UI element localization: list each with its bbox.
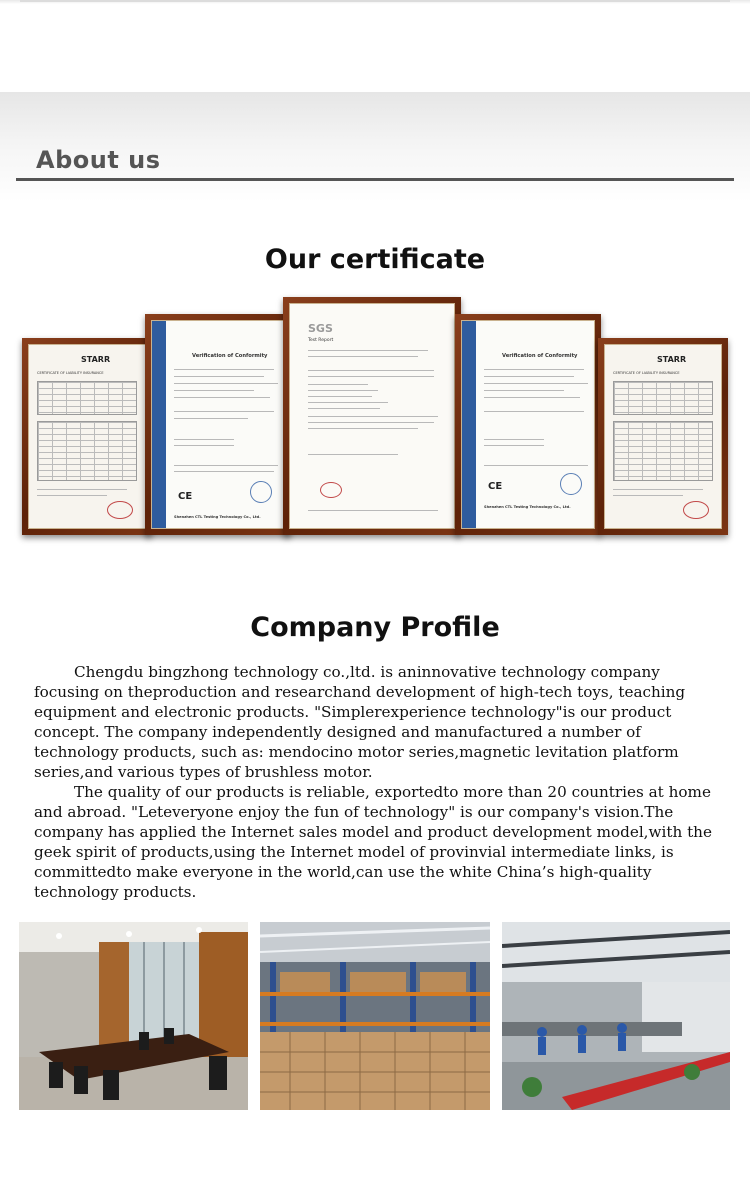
production-line-image (502, 922, 730, 1110)
about-underline (16, 178, 734, 181)
certificate-brand: STARR (657, 355, 687, 364)
certificate-subtitle: CERTIFICATE OF LIABILITY INSURANCE (37, 371, 104, 375)
sgs-logo: SGS (308, 322, 333, 335)
company-profile-text (34, 662, 720, 902)
conference-room-photo (19, 922, 248, 1110)
warehouse-photo (260, 922, 490, 1110)
certificate-document (289, 303, 455, 529)
verification-side-band (152, 321, 166, 528)
certificate-frame-1 (22, 338, 152, 535)
production-line-photo (502, 922, 730, 1110)
seal-icon (683, 501, 709, 519)
certificate-lab-name: Shenzhen CTL Testing Technology Co., Ltd. (484, 505, 571, 509)
verification-side-band (462, 321, 476, 528)
certificate-heading: Verification of Conformity (502, 353, 578, 359)
profile-paragraph-1: Chengdu bingzhong technology co.,ltd. is aninnovative technology company focusing on theproduction and researchand development of high-tech toys, teaching equipment and electronic products. "Simplerexperience technology"is our product concept. The company independently designed and manufactured a number of technology products, such as: mendocino motor series,magnetic levitation platform series,and various types of brushless motor. (34, 663, 686, 781)
certificate-subtitle: Test Report (308, 338, 334, 343)
certificate-frame-2 (145, 314, 291, 535)
top-divider (20, 0, 730, 2)
certificate-frame-5 (598, 338, 728, 535)
certificate-table (613, 421, 713, 481)
profile-paragraph-2: The quality of our products is reliable, exportedto more than 20 countries at home and abroad. "Leteveryone enjoy the fun of technology" is our company's vision.The company has applied the Internet sales model and product development model,with the geek spirit of products,using the Internet model of provinvial intermediate links, is committedto make everyone in the world,can use the white China’s high-quality technology products. (34, 783, 712, 901)
certificate-document (28, 344, 146, 529)
certificate-table (37, 421, 137, 481)
conference-room-image (19, 922, 248, 1110)
warehouse-image (260, 922, 490, 1110)
certificate-subtitle: CERTIFICATE OF LIABILITY INSURANCE (613, 371, 680, 375)
ctl-seal-icon (560, 473, 582, 495)
certificate-document (604, 344, 722, 529)
ce-mark-icon: CE (488, 481, 503, 492)
ctl-seal-icon (250, 481, 272, 503)
certificate-lab-name: Shenzhen CTL Testing Technology Co., Ltd. (174, 515, 261, 519)
seal-icon (107, 501, 133, 519)
seal-icon (320, 482, 342, 498)
certificate-document (151, 320, 285, 529)
ce-mark-icon: CE (178, 491, 193, 502)
certificate-document (461, 320, 595, 529)
certificate-table (613, 381, 713, 415)
about-title: About us (36, 146, 161, 174)
certificate-heading: Verification of Conformity (192, 353, 268, 359)
company-profile-title: Company Profile (250, 612, 500, 643)
certificate-frame-4 (455, 314, 601, 535)
certificate-table (37, 381, 137, 415)
certificate-title: Our certificate (264, 244, 486, 275)
certificate-brand: STARR (81, 355, 111, 364)
certificate-frame-3 (283, 297, 461, 535)
